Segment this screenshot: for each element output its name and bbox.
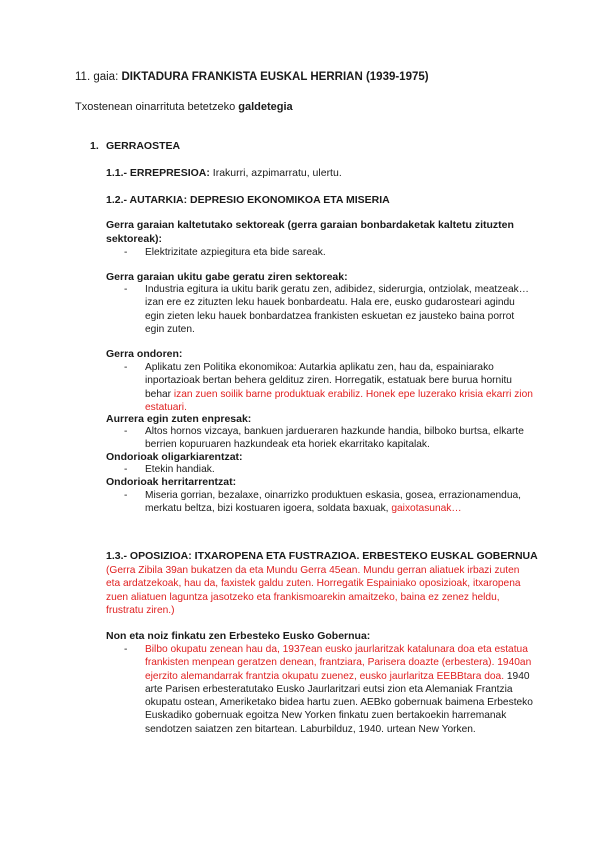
document-title bbox=[75, 71, 429, 83]
question-herritarrak: Ondorioak herritarrentzat: bbox=[106, 476, 237, 488]
oposizioa-intro: (Gerra Zibila 39an bukatzen da eta Mundu Gerra 45ean. Mundu gerran aliatuek irbazi zuten eta ardatzekoak, hau da, faxistek galdu zuten. Horregatik Espainiako oposizioak, itxaropena zuen aliatuen laguntza jasotzeko eta frankismoarekin amaitzeko, baina ez zenez heldu, frustratu ziren.) bbox=[106, 565, 521, 616]
answer-gerra-ondoren bbox=[124, 361, 534, 414]
answer-text-black: Aplikatu zen Politika ekonomikoa: Autarkia aplikatu zen, hau da, espainiarako inportazioak bertan behera geldituz ziren. Horregatik, estatuak bere burua hornitu behar bbox=[145, 362, 512, 400]
answer-text-red: gaixotasunak… bbox=[391, 503, 462, 515]
answer-text: Elektrizitate azpiegitura eta bide sareak. bbox=[145, 247, 326, 258]
bullet-dash: - bbox=[124, 464, 128, 475]
question-kaltetutako-sektoreak: Gerra garaian kaltetutako sektoreak (gerra garaian bonbardaketak kaltetu zituzten sektoreak): bbox=[106, 219, 514, 245]
answer-text bbox=[145, 361, 534, 414]
title-main: DIKTADURA FRANKISTA EUSKAL HERRIAN (1939-1975) bbox=[121, 71, 429, 83]
answer-text-red: izan zuen soilik barne produktuak erabiliz. Honek epe luzerako krisia ekarri zion estatuari. bbox=[145, 388, 533, 413]
answer-text bbox=[145, 643, 534, 736]
answer-text: Etekin handiak. bbox=[145, 464, 215, 475]
subtitle-bold: galdetegia bbox=[238, 101, 293, 113]
bullet-dash: - bbox=[124, 284, 128, 295]
subsection-text: Irakurri, azpimarratu, ulertu. bbox=[209, 167, 342, 179]
subtitle-text: Txostenean oinarrituta betetzeko bbox=[75, 101, 239, 113]
question-enpresak: Aurrera egin zuten enpresak: bbox=[106, 413, 252, 425]
answer-herritarrak bbox=[124, 489, 534, 516]
section-label: GERRAOSTEA bbox=[106, 140, 181, 152]
question-ukitu-gabe: Gerra garaian ukitu gabe geratu ziren sektoreak: bbox=[106, 271, 348, 283]
answer-erbesteko-gobernua bbox=[124, 643, 534, 736]
title-prefix: 11. gaia: bbox=[75, 71, 122, 83]
answer-text-black: 1940 arte Parisen erbesteratutako Eusko Jaurlaritzari eutsi zion eta Alemaniak Frantzia okupatu ostean, Ameriketako bidea hartu zuen. AEBko gobernuak baimena Erbesteko Euskadiko gobernuak egoitza New Yorken finkatu zuen bertakoekin harremanak sendotzen saiatzen zen bitartean. Laburbilduz, 1940. urtean New Yorken. bbox=[145, 670, 533, 735]
subsection-label: 1.1.- ERREPRESIOA: bbox=[106, 167, 210, 179]
answer-text-red: Bilbo okupatu zenean hau da, 1937ean eusko jaurlaritzak katalunara doa eta estatua frankisten menpean geratzen denean, frantziara, Parisera doazte (erbestera). 1940an ejerzito alemandarrak frantzia okupatu zuenez, eusko jaurlaritza EEBBtara doa. bbox=[145, 644, 532, 682]
document-subtitle bbox=[75, 101, 293, 113]
answer-text bbox=[145, 489, 534, 516]
answer-text-black: Miseria gorrian, bezalaxe, oinarrizko produktuen eskasia, gosea, errazionamendua, merkatu beltza, bizi kostuaren igoera, soldata baxuak, bbox=[145, 490, 522, 515]
answer-oligarkia bbox=[124, 463, 534, 476]
section-heading-gerraostea bbox=[90, 140, 180, 152]
answer-text: Industria egitura ia ukitu barik geratu zen, adibidez, siderurgia, ontziolak, meatzeak… izan ere ez zituzten leku hauek bonbardeatu. Hala ere, eusko gudarosteari agindu egin zieten leku hauek bonbardatzea frankisten eskuetan ez jausteko baina porrot egin zuten. bbox=[145, 284, 529, 335]
answer-kaltetutako-sektoreak bbox=[124, 246, 534, 259]
question-erbesteko-gobernua: Non eta noiz finkatu zen Erbesteko Eusko Gobernua: bbox=[106, 630, 371, 642]
question-gerra-ondoren: Gerra ondoren: bbox=[106, 348, 183, 360]
subsection-oposizioa: 1.3.- OPOSIZIOA: ITXAROPENA ETA FUSTRAZIOA. ERBESTEKO EUSKAL GOBERNUA bbox=[106, 550, 538, 562]
answer-text: Altos hornos vizcaya, bankuen jardueraren hazkunde handia, bilboko burtsa, elkarte berrien kopuruaren hazkundeak eta horiek ekarritako kapitalak. bbox=[145, 426, 524, 451]
answer-enpresak bbox=[124, 425, 534, 452]
bullet-dash: - bbox=[124, 247, 128, 258]
bullet-dash: - bbox=[124, 490, 128, 501]
section-number: 1. bbox=[90, 140, 99, 152]
bullet-dash: - bbox=[124, 426, 128, 437]
subsection-autarkia: 1.2.- AUTARKIA: DEPRESIO EKONOMIKOA ETA MISERIA bbox=[106, 194, 390, 206]
bullet-dash: - bbox=[124, 362, 128, 373]
answer-ukitu-gabe bbox=[124, 283, 534, 336]
question-oligarkia: Ondorioak oligarkiarentzat: bbox=[106, 451, 243, 463]
bullet-dash: - bbox=[124, 644, 128, 655]
subsection-errepresioa bbox=[106, 167, 342, 179]
